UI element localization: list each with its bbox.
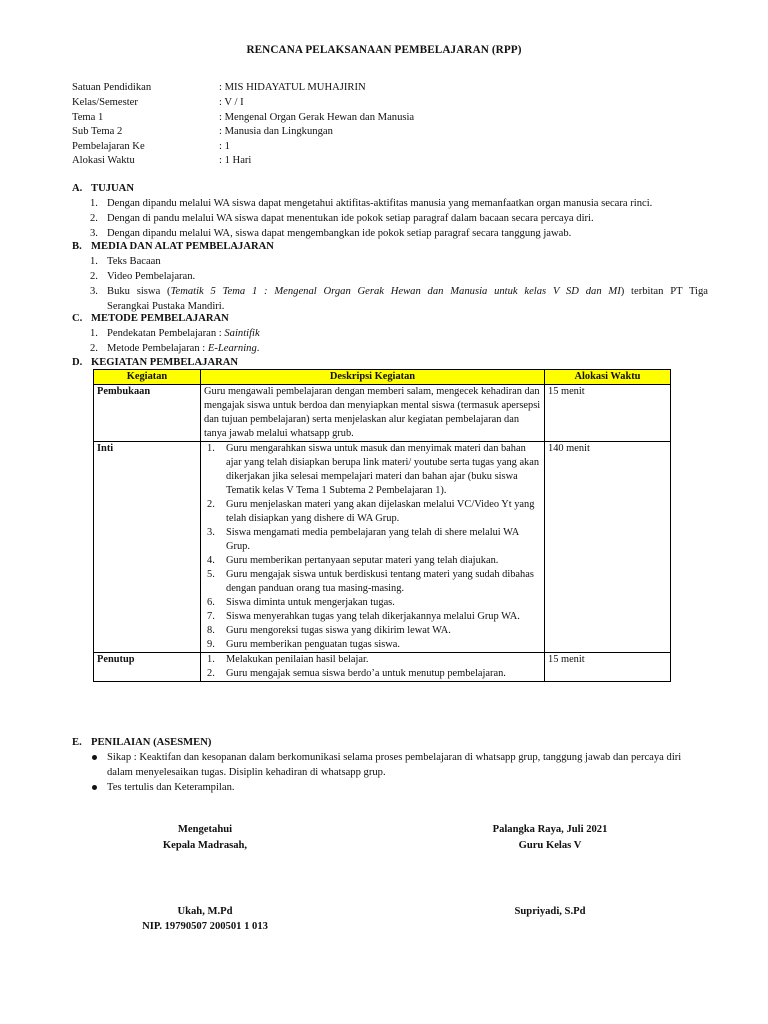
identity-value: : Manusia dan Lingkungan [219,126,333,137]
item-number: 2. [90,271,98,282]
item-text: Teks Bacaan [107,256,161,267]
step-item [204,568,541,596]
section-title: PENILAIAN (ASESMEN) [91,737,212,748]
step-number: 6. [207,597,215,608]
item-number: 1. [90,328,98,339]
item-text: Video Pembelajaran. [107,271,196,282]
section-heading-media [72,239,274,254]
bullet-icon [92,755,97,760]
activity-description [201,653,545,682]
section-letter: E. [72,737,82,748]
signature-left-role: Kepala Madrasah, [162,840,248,851]
identity-label: Tema 1 [72,112,104,123]
activity-name: Penutup [94,653,201,682]
step-number: 3. [207,527,215,538]
item-text [107,341,708,356]
item-text: Tes tertulis dan Keterampilan. [107,782,235,793]
step-item [204,596,541,610]
activity-time: 15 menit [545,653,671,682]
text-span: Metode Pembelajaran : [107,343,208,354]
book-title: Tematik 5 Tema 1 : Mengenal Organ Gerak Hewan dan Manusia untuk kelas V SD dan MI [170,286,621,297]
signature-right-role: Guru Kelas V [518,840,582,851]
item-text: Dengan dipandu melalui WA siswa dapat mengetahui aktifitas-aktifitas manusia yang memanfaatkan organ manusia secara rinci. [107,198,653,209]
step-item [204,442,541,498]
step-item [204,498,541,526]
step-number: 7. [207,611,215,622]
item-number: 3. [90,228,98,239]
step-item [204,526,541,554]
item-line [107,284,708,299]
step-number: 4. [207,555,215,566]
table-header-row [94,370,671,385]
step-number: 8. [207,625,215,636]
identity-value: : Mengenal Organ Gerak Hewan dan Manusia [219,112,415,123]
activity-name: Pembukaan [94,385,201,442]
step-text: Guru menjelaskan materi yang akan dijelaskan melalui VC/Video Yt yang telah disiapkan yang dishere di WA Grup. [226,499,535,524]
item-number: 2. [90,343,98,354]
section-title: TUJUAN [91,183,134,194]
text-span: Buku siswa ( [107,286,171,297]
section-letter: D. [72,357,83,368]
step-item [204,653,541,667]
signature-left-heading: Mengetahui [177,824,233,835]
step-text: Guru memberikan pertanyaan seputar materi yang telah diajukan. [226,555,499,566]
section-heading-penilaian [72,735,211,750]
identity-value: : MIS HIDAYATUL MUHAJIRIN [219,82,366,93]
method-name: E-Learning [207,343,257,354]
step-number: 1. [207,443,215,454]
item-number: 1. [90,256,98,267]
step-item [204,667,541,681]
column-header: Deskripsi Kegiatan [201,370,545,385]
step-number: 2. [207,499,215,510]
identity-value: : 1 [219,141,230,152]
section-letter: A. [72,183,83,194]
activity-description: Guru mengawali pembelajaran dengan memberi salam, mengecek kehadiran dan mengajak siswa untuk berdoa dan menyiapkan mental siswa (termasuk apersepsi dan tujuan pembelajaran) serta menjelaskan alur kegiatan pembelajaran dan tanya jawab melalui whatsapp grub. [201,385,545,442]
identity-label: Sub Tema 2 [72,126,123,137]
item-number: 3. [90,286,98,297]
section-heading-kegiatan [72,355,238,370]
document-title: RENCANA PELAKSANAAN PEMBELAJARAN (RPP) [246,44,522,56]
step-number: 1. [207,654,215,665]
identity-label: Alokasi Waktu [72,155,135,166]
step-number: 5. [207,569,215,580]
section-letter: C. [72,313,83,324]
step-item [204,610,541,624]
activity-time: 15 menit [545,385,671,442]
step-item [204,638,541,652]
bullet-icon [92,785,97,790]
text-span: ) terbitan PT Tiga [620,286,708,297]
step-text: Siswa mengamati media pembelajaran yang telah di shere melalui WA Grup. [226,527,519,552]
identity-label: Satuan Pendidikan [72,82,152,93]
item-text [107,326,708,341]
approach-name: Saintifik [224,328,260,339]
item-text: Dengan dipandu melalui WA, siswa dapat mengembangkan ide pokok setiap paragraf secara tanggung jawab. [107,228,572,239]
step-number: 9. [207,639,215,650]
step-text: Siswa menyerahkan tugas yang telah dikerjakannya melalui Grup WA. [226,611,520,622]
step-text: Guru mengajak siswa untuk berdiskusi tentang materi yang sudah dibahas dengan panduan orang tua masing-masing. [226,569,534,594]
column-header: Kegiatan [94,370,201,385]
table-row-inti [94,442,671,653]
table-row-penutup [94,653,671,682]
text-span: . [256,343,260,354]
text-span: Pendekatan Pembelajaran : [107,328,225,339]
item-text: Sikap : Keaktifan dan kesopanan dalam berkomunikasi selama proses pembelajaran di whatsapp grup, tanggung jawab dan percaya diri dalam menyelesaikan tugas. Disiplin kehadiran di whatsapp grup. [107,752,682,778]
table-row-pembukaan [94,385,671,442]
step-text: Guru memberikan penguatan tugas siswa. [226,639,400,650]
section-heading-tujuan [72,181,134,196]
section-heading-metode [72,311,229,326]
activity-description [201,442,545,653]
step-item [204,554,541,568]
step-text: Siswa diminta untuk mengerjakan tugas. [226,597,395,608]
item-text: Dengan di pandu melalui WA siswa dapat menentukan ide pokok setiap paragraf dalam bacaan secara percaya diri. [107,213,594,224]
step-text: Guru mengajak semua siswa berdo’a untuk menutup pembelajaran. [226,668,506,679]
activity-name: Inti [94,442,201,653]
signature-left-name: Ukah, M.Pd [177,906,233,917]
signature-left-nip: NIP. 19790507 200501 1 013 [142,921,268,932]
column-header: Alokasi Waktu [545,370,671,385]
signature-right-place-date: Palangka Raya, Juli 2021 [492,824,608,835]
section-title: KEGIATAN PEMBELAJARAN [91,357,239,368]
section-letter: B. [72,241,82,252]
kegiatan-table [93,369,671,682]
item-number: 2. [90,213,98,224]
section-title: METODE PEMBELAJARAN [91,313,229,324]
penutup-steps [204,653,541,681]
step-text: Melakukan penilaian hasil belajar. [226,654,369,665]
step-number: 2. [207,668,215,679]
signature-right-name: Supriyadi, S.Pd [514,906,586,917]
section-title: MEDIA DAN ALAT PEMBELAJARAN [91,241,274,252]
inti-steps [204,442,541,652]
identity-value: : V / I [219,97,244,108]
step-text: Guru mengarahkan siswa untuk masuk dan menyimak materi dan bahan ajar yang telah disiapkan berupa link materi/ youtube serta tugas yang akan dikerjakan jika selesai mempelajari materi dan bahan ajar (buku siswa Tematik kelas V Tema 1 Subtema 2 Pembelajaran 1). [226,443,540,496]
identity-label: Kelas/Semester [72,97,138,108]
item-text [107,284,708,314]
step-item [204,624,541,638]
identity-value: : 1 Hari [219,155,252,166]
item-line: Serangkai Pustaka Mandiri. [107,301,225,312]
step-text: Guru mengoreksi tugas siswa yang dikirim lewat WA. [226,625,451,636]
activity-time: 140 menit [545,442,671,653]
identity-label: Pembelajaran Ke [72,141,145,152]
item-number: 1. [90,198,98,209]
